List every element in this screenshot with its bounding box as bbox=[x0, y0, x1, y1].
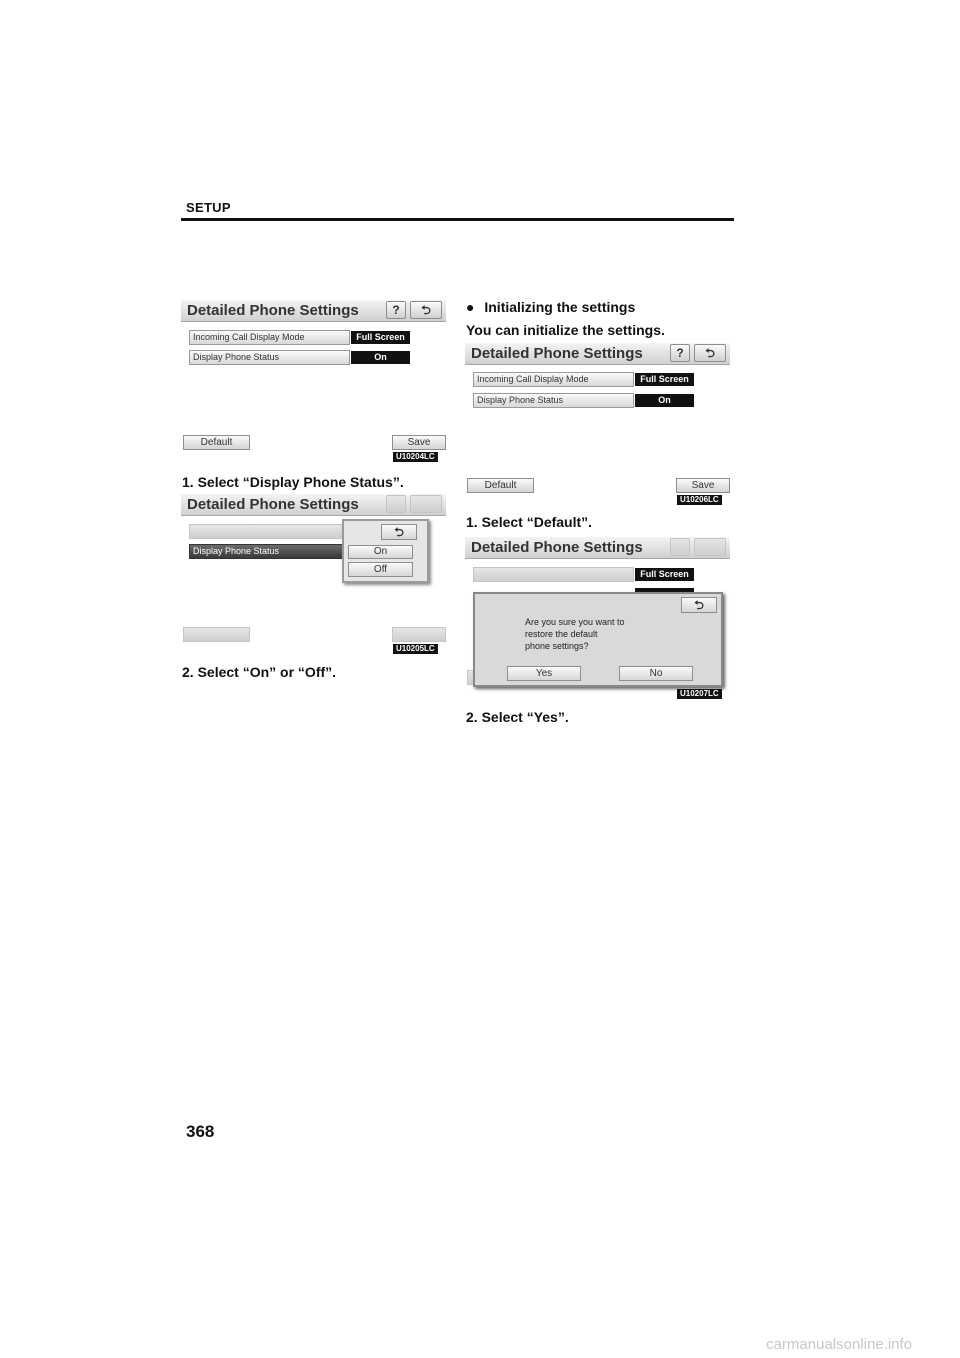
figure-2-screen bbox=[181, 494, 446, 656]
default-button[interactable]: Default bbox=[183, 435, 250, 450]
off-button[interactable]: Off bbox=[348, 562, 413, 577]
section-title: SETUP bbox=[186, 200, 231, 215]
step-1-text: 1. Select “Display Phone Status”. bbox=[182, 474, 404, 490]
header-rule bbox=[181, 218, 734, 221]
figure-code: U10206LC bbox=[677, 495, 722, 505]
title-bar bbox=[181, 494, 446, 516]
incoming-call-display-mode-value: Full Screen bbox=[635, 373, 694, 386]
dialog-back-button[interactable]: ⮌ bbox=[681, 597, 717, 613]
back-button bbox=[410, 495, 442, 513]
on-off-popup bbox=[342, 519, 429, 583]
heading-text: Initializing the settings bbox=[484, 299, 636, 315]
help-button bbox=[670, 538, 690, 556]
figure-1-screen bbox=[181, 300, 446, 465]
title-bar bbox=[465, 537, 730, 559]
step-2-text: 2. Select “On” or “Off”. bbox=[182, 664, 337, 680]
help-button bbox=[386, 495, 406, 513]
default-button bbox=[183, 627, 250, 642]
help-button[interactable]: ? bbox=[670, 344, 690, 362]
figure-3-screen bbox=[465, 343, 730, 507]
screen-title: Detailed Phone Settings bbox=[187, 496, 359, 513]
section-heading bbox=[466, 299, 635, 315]
display-phone-status-button[interactable]: Display Phone Status bbox=[473, 393, 634, 408]
title-bar bbox=[465, 343, 730, 365]
figure-4-screen bbox=[465, 537, 730, 701]
display-phone-status-value: On bbox=[635, 394, 694, 407]
screen-title: Detailed Phone Settings bbox=[187, 302, 359, 319]
confirm-dialog bbox=[473, 592, 723, 687]
incoming-call-display-mode-value: Full Screen bbox=[351, 331, 410, 344]
incoming-call-display-mode-value: Full Screen bbox=[635, 568, 694, 581]
screen-title: Detailed Phone Settings bbox=[471, 345, 643, 362]
help-button[interactable]: ? bbox=[386, 301, 406, 319]
incoming-call-display-mode-button bbox=[473, 567, 634, 582]
back-button bbox=[694, 538, 726, 556]
screen-title: Detailed Phone Settings bbox=[471, 539, 643, 556]
save-button bbox=[392, 627, 446, 642]
incoming-call-display-mode-button[interactable]: Incoming Call Display Mode bbox=[189, 330, 350, 345]
default-button[interactable]: Default bbox=[467, 478, 534, 493]
intro-text: You can initialize the settings. bbox=[466, 322, 665, 338]
save-button[interactable]: Save bbox=[392, 435, 446, 450]
back-button[interactable]: ⮌ bbox=[694, 344, 726, 362]
watermark: carmanualsonline.info bbox=[766, 1336, 912, 1353]
incoming-call-display-mode-button bbox=[189, 524, 350, 539]
no-button[interactable]: No bbox=[619, 666, 693, 681]
figure-code: U10205LC bbox=[393, 644, 438, 654]
display-phone-status-button[interactable]: Display Phone Status bbox=[189, 350, 350, 365]
on-button[interactable]: On bbox=[348, 545, 413, 559]
popup-back-button[interactable]: ⮌ bbox=[381, 524, 417, 540]
display-phone-status-value: On bbox=[351, 351, 410, 364]
step-1-text: 1. Select “Default”. bbox=[466, 514, 593, 530]
bullet-icon: ● bbox=[466, 299, 475, 315]
save-button[interactable]: Save bbox=[676, 478, 730, 493]
figure-code: U10207LC bbox=[677, 689, 722, 699]
page-number: 368 bbox=[186, 1122, 215, 1141]
step-2-text: 2. Select “Yes”. bbox=[466, 709, 569, 725]
back-button[interactable]: ⮌ bbox=[410, 301, 442, 319]
title-bar bbox=[181, 300, 446, 322]
dialog-message: Are you sure you want to restore the default phone settings? bbox=[525, 617, 625, 651]
figure-code: U10204LC bbox=[393, 452, 438, 462]
incoming-call-display-mode-button[interactable]: Incoming Call Display Mode bbox=[473, 372, 634, 387]
display-phone-status-button[interactable]: Display Phone Status bbox=[189, 544, 350, 559]
yes-button[interactable]: Yes bbox=[507, 666, 581, 681]
